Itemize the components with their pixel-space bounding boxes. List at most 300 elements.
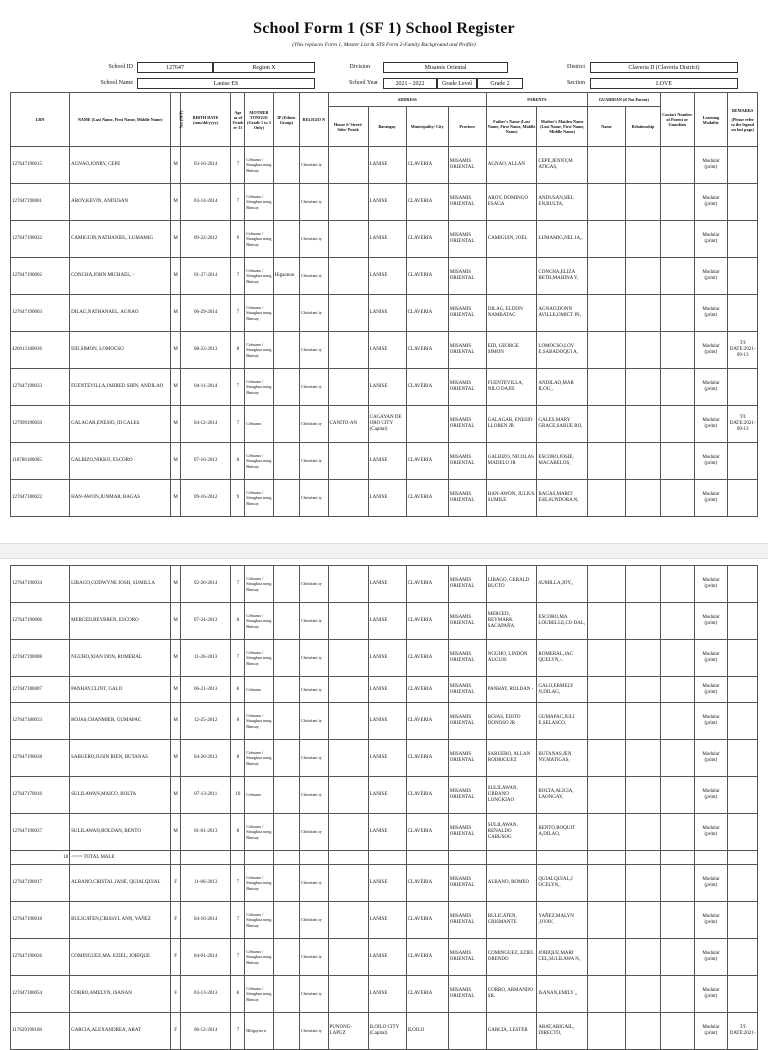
guardian-relationship-cell	[626, 184, 661, 221]
contact-cell	[660, 406, 694, 443]
age-cell: 10	[231, 777, 245, 814]
religion-cell: Christiani ty	[300, 677, 328, 703]
learning-modality-cell: Modular (print)	[694, 184, 728, 221]
school-id-value: 127647	[137, 62, 213, 73]
father-name-cell: HAN-AWON, JULIUS SUMILE	[486, 480, 537, 517]
religion-cell: Christiani ty	[300, 703, 328, 740]
sex-cell: M	[171, 443, 180, 480]
father-name-cell: ROJAS, EDITO DONOSO JR	[486, 703, 537, 740]
contact-cell	[660, 184, 694, 221]
ip-cell	[273, 939, 299, 976]
age-cell: 9	[231, 221, 245, 258]
header-mother-tongue: MOTHER TONGUE (Grade 1 to 3 Only)	[245, 93, 273, 147]
province-cell: MISAMIS ORIENTAL	[448, 184, 486, 221]
province-cell: MISAMIS ORIENTAL	[448, 677, 486, 703]
guardian-name-cell	[588, 443, 626, 480]
name-cell: BULICATEN,CRISSYL ANN, YAÑEZ	[70, 902, 171, 939]
ip-cell	[273, 777, 299, 814]
municipality-cell: CLAVERIA	[406, 147, 448, 184]
municipality-cell: CLAVERIA	[406, 221, 448, 258]
learning-modality-cell: Modular (print)	[694, 480, 728, 517]
learner-row	[11, 640, 758, 677]
sex-cell: F	[171, 865, 180, 902]
guardian-name-cell	[588, 332, 626, 369]
province-cell: MISAMIS ORIENTAL	[448, 480, 486, 517]
house-cell	[328, 677, 368, 703]
municipality-cell: CLAVERIA	[406, 740, 448, 777]
lrn-cell: 127647190018	[11, 902, 70, 939]
birth-date-cell: 03-14-2014	[180, 184, 231, 221]
municipality-cell: CLAVERIA	[406, 703, 448, 740]
guardian-relationship-cell	[626, 939, 661, 976]
school-id-label: School ID	[108, 64, 133, 70]
mother-name-cell: YAÑEZ,MALYN ,OYAV,	[537, 902, 588, 939]
age-cell: 7	[231, 295, 245, 332]
header-mother: Mother's Maiden Name (Last Name, First Name, Middle Name)	[537, 107, 588, 147]
barangay-cell: LANISE	[368, 147, 406, 184]
mother-name-cell: CEPE,JENNY,M ATIGAS,	[537, 147, 588, 184]
grade-level-label: Grade Level	[437, 78, 477, 89]
header-father: Father's Name (Last Name, First Name, Middle Name)	[486, 107, 537, 147]
guardian-relationship-cell	[626, 603, 661, 640]
mother-name-cell: AGNAO,DONN AVILLE,OMICT IN,	[537, 295, 588, 332]
mother-tongue-cell: Cebuano / Sinugbua nong Binisay	[245, 603, 273, 640]
mother-tongue-cell: Cebuano / Sinugbua nong Binisay	[245, 566, 273, 603]
learning-modality-cell: Modular (print)	[694, 221, 728, 258]
remarks-cell	[728, 295, 758, 332]
age-cell: 7	[231, 640, 245, 677]
empty-cell	[245, 851, 273, 865]
learning-modality-cell: Modular (print)	[694, 147, 728, 184]
municipality-cell: CLAVERIA	[406, 566, 448, 603]
contact-cell	[660, 258, 694, 295]
province-cell: MISAMIS ORIENTAL	[448, 443, 486, 480]
remarks-cell	[728, 677, 758, 703]
age-cell: 8	[231, 703, 245, 740]
age-cell: 7	[231, 1013, 245, 1050]
ip-cell	[273, 406, 299, 443]
header-religion: RELIGIO N	[300, 93, 328, 147]
header-address: ADDRESS	[328, 93, 486, 107]
header-barangay: Barangay	[368, 107, 406, 147]
name-cell: ROJAS,CHANMIER, GUMAPAC	[70, 703, 171, 740]
sex-cell: M	[171, 295, 180, 332]
municipality-cell: ILOILO	[406, 1013, 448, 1050]
remarks-cell	[728, 369, 758, 406]
father-name-cell: LIBAGO, GERALD BUCTO	[486, 566, 537, 603]
mother-name-cell: QUIALQUIAL,J OCELYN,,	[537, 865, 588, 902]
school-year-label: School Year	[348, 80, 378, 86]
empty-cell	[626, 851, 661, 865]
municipality-cell: CLAVERIA	[406, 640, 448, 677]
mother-tongue-cell: Cebuano / Sinugbua nong Binisay	[245, 258, 273, 295]
contact-cell	[660, 369, 694, 406]
lrn-cell: 426013180036	[11, 332, 70, 369]
barangay-cell: LANISE	[368, 258, 406, 295]
learner-row	[11, 939, 758, 976]
father-name-cell: SABUERO, ALLAN RODRIGUEZ	[486, 740, 537, 777]
mother-name-cell: BOLTA,ALICIA, LAONGAY,	[537, 777, 588, 814]
learning-modality-cell: Modular (print)	[694, 369, 728, 406]
header-contact: Contact Number of Parent or Guardian	[660, 93, 694, 147]
birth-date-cell: 03-13-2013	[180, 976, 231, 1013]
mother-tongue-cell: Cebuano / Sinugbua nong Binisay	[245, 369, 273, 406]
sex-cell: M	[171, 184, 180, 221]
barangay-cell: LANISE	[368, 480, 406, 517]
form-title: School Form 1 (SF 1) School Register	[253, 20, 515, 37]
name-cell: GALAGAR,ENESIO, III GALES	[70, 406, 171, 443]
sex-cell: M	[171, 703, 180, 740]
municipality-cell: CLAVERIA	[406, 939, 448, 976]
guardian-relationship-cell	[626, 332, 661, 369]
learning-modality-cell: Modular (print)	[694, 939, 728, 976]
register-page-2	[0, 559, 768, 1036]
header-remarks: REMARKS (Please refer to the legend on last page)	[728, 93, 758, 147]
learner-row	[11, 480, 758, 517]
empty-cell	[368, 851, 406, 865]
sex-cell: M	[171, 814, 180, 851]
house-cell	[328, 902, 368, 939]
house-cell	[328, 814, 368, 851]
birth-date-cell: 04-12-2014	[180, 406, 231, 443]
guardian-relationship-cell	[626, 976, 661, 1013]
mother-tongue-cell: Cebuano / Sinugbua nong Binisay	[245, 295, 273, 332]
mother-name-cell: ESCORO,MA LOUBELLE,CO DAL,	[537, 603, 588, 640]
learner-row	[11, 677, 758, 703]
mother-tongue-cell: Cebuano	[245, 777, 273, 814]
total-male-row	[11, 851, 758, 865]
header-province: Province	[448, 107, 486, 147]
learner-row	[11, 406, 758, 443]
remarks-cell	[728, 865, 758, 902]
name-cell: MERCED,REYBREN, ESCORO	[70, 603, 171, 640]
header-guardian: GUARDIAN (if Not Parent)	[588, 93, 661, 107]
remarks-cell	[728, 814, 758, 851]
guardian-name-cell	[588, 740, 626, 777]
contact-cell	[660, 1013, 694, 1050]
religion-cell: Christiani ty	[300, 814, 328, 851]
contact-cell	[660, 443, 694, 480]
mother-tongue-cell: Cebuano	[245, 406, 273, 443]
remarks-cell	[728, 443, 758, 480]
name-cell: EID,SIMON, LOMOCSO	[70, 332, 171, 369]
guardian-relationship-cell	[626, 1013, 661, 1050]
guardian-name-cell	[588, 640, 626, 677]
mother-tongue-cell: Cebuano / Sinugbua nong Binisay	[245, 147, 273, 184]
birth-date-cell: 09-22-2012	[180, 221, 231, 258]
lrn-cell: 117629190168	[11, 1013, 70, 1050]
barangay-cell: LANISE	[368, 443, 406, 480]
province-cell: MISAMIS ORIENTAL	[448, 814, 486, 851]
ip-cell	[273, 443, 299, 480]
lrn-cell: 127647190006	[11, 603, 70, 640]
mother-name-cell: ESCORO,JOSIE, MACABELOS,	[537, 443, 588, 480]
religion-cell: Christiani ty	[300, 976, 328, 1013]
mother-name-cell: LOMOCSO,LOV E,SABADOQUI A,	[537, 332, 588, 369]
mother-name-cell: GALES,MARY GRACE,SABUE RO,	[537, 406, 588, 443]
guardian-name-cell	[588, 258, 626, 295]
remarks-cell: T/I DATE:2021-09-13	[728, 332, 758, 369]
grade-level-value: Grade 2	[477, 78, 523, 89]
ip-cell	[273, 603, 299, 640]
house-cell	[328, 332, 368, 369]
empty-cell	[660, 851, 694, 865]
remarks-cell	[728, 603, 758, 640]
guardian-name-cell	[588, 147, 626, 184]
ip-cell	[273, 902, 299, 939]
age-cell: 8	[231, 332, 245, 369]
province-cell: MISAMIS ORIENTAL	[448, 221, 486, 258]
learner-row	[11, 1013, 758, 1050]
contact-cell	[660, 777, 694, 814]
barangay-cell: LANISE	[368, 295, 406, 332]
father-name-cell: DILAG, ELDON NAMBATAC	[486, 295, 537, 332]
guardian-name-cell	[588, 703, 626, 740]
empty-cell	[231, 851, 245, 865]
birth-date-cell: 04-20-2013	[180, 740, 231, 777]
ip-cell	[273, 480, 299, 517]
house-cell	[328, 939, 368, 976]
learner-row	[11, 295, 758, 332]
contact-cell	[660, 566, 694, 603]
birth-date-cell: 11-06-2013	[180, 865, 231, 902]
birth-date-cell: 07-13-2011	[180, 777, 231, 814]
learning-modality-cell: Modular (print)	[694, 1013, 728, 1050]
father-name-cell: GALAGAR, ENESIO LLOREN JR	[486, 406, 537, 443]
house-cell	[328, 603, 368, 640]
guardian-name-cell	[588, 939, 626, 976]
ip-cell	[273, 677, 299, 703]
birth-date-cell: 04-11-2014	[180, 369, 231, 406]
age-cell: 7	[231, 184, 245, 221]
birth-date-cell: 06-12-2014	[180, 1013, 231, 1050]
mother-name-cell: ANDILAO,MAR ILOU,,	[537, 369, 588, 406]
barangay-cell: LANISE	[368, 603, 406, 640]
age-cell: 7	[231, 902, 245, 939]
learning-modality-cell: Modular (print)	[694, 976, 728, 1013]
lrn-cell: 127647180022	[11, 480, 70, 517]
age-cell: 7	[231, 865, 245, 902]
remarks-cell	[728, 566, 758, 603]
header-age: Age as of Octob er 31	[231, 93, 245, 147]
guardian-name-cell	[588, 184, 626, 221]
learner-row	[11, 258, 758, 295]
guardian-name-cell	[588, 1013, 626, 1050]
age-cell: 8	[231, 443, 245, 480]
religion-cell: Christiani ty	[300, 640, 328, 677]
age-cell: 7	[231, 566, 245, 603]
barangay-cell: ILOILO CITY (Capital)	[368, 1013, 406, 1050]
empty-cell	[728, 851, 758, 865]
barangay-cell: LANISE	[368, 777, 406, 814]
house-cell: PUNONG-LAPUZ	[328, 1013, 368, 1050]
name-cell: SULILAWAN,ROLDAN, BENTO	[70, 814, 171, 851]
guardian-name-cell	[588, 902, 626, 939]
section-value: LOVE	[590, 78, 738, 89]
province-cell: MISAMIS ORIENTAL	[448, 939, 486, 976]
province-cell: MISAMIS ORIENTAL	[448, 640, 486, 677]
sex-cell: M	[171, 566, 180, 603]
father-name-cell: GARCIA, LESTER	[486, 1013, 537, 1050]
mother-name-cell: SUMILLA,JOY,,	[537, 566, 588, 603]
remarks-cell	[728, 777, 758, 814]
age-cell: 8	[231, 677, 245, 703]
name-cell: SABUERO,JUSIN RIEN, BUTANAS	[70, 740, 171, 777]
house-cell	[328, 221, 368, 258]
religion-cell: Christiani ty	[300, 369, 328, 406]
sex-cell: M	[171, 406, 180, 443]
learning-modality-cell: Modular (print)	[694, 640, 728, 677]
division-value: Misamis Oriental	[383, 62, 508, 73]
register-body-page-2	[10, 565, 758, 1050]
lrn-cell: 127647190003	[11, 295, 70, 332]
father-name-cell: GALBIZO, NICOLAS MADELO JR	[486, 443, 537, 480]
father-name-cell: CORRO, ARMANDO SR.	[486, 976, 537, 1013]
learning-modality-cell: Modular (print)	[694, 295, 728, 332]
father-name-cell	[486, 258, 537, 295]
religion-cell: Christiani ty	[300, 566, 328, 603]
sex-cell: M	[171, 777, 180, 814]
age-cell: 8	[231, 740, 245, 777]
province-cell: MISAMIS ORIENTAL	[448, 566, 486, 603]
birth-date-cell: 09-16-2012	[180, 480, 231, 517]
religion-cell: Christiani ty	[300, 332, 328, 369]
guardian-name-cell	[588, 777, 626, 814]
barangay-cell: LANISE	[368, 640, 406, 677]
guardian-name-cell	[588, 221, 626, 258]
lrn-cell: 127647190001	[11, 184, 70, 221]
mother-tongue-cell: Cebuano / Sinugbua nong Binisay	[245, 184, 273, 221]
learning-modality-cell: Modular (print)	[694, 865, 728, 902]
religion-cell: Christiani ty	[300, 939, 328, 976]
page-separator	[0, 543, 768, 559]
learner-row	[11, 221, 758, 258]
age-cell: 7	[231, 369, 245, 406]
empty-cell	[694, 851, 728, 865]
birth-date-cell: 06-29-2014	[180, 295, 231, 332]
learning-modality-cell: Modular (print)	[694, 406, 728, 443]
learning-modality-cell: Modular (print)	[694, 566, 728, 603]
barangay-cell: LANISE	[368, 976, 406, 1013]
municipality-cell: CLAVERIA	[406, 677, 448, 703]
sex-cell: F	[171, 939, 180, 976]
father-name-cell: COMINGUEZ, EZIEL ORENDO	[486, 939, 537, 976]
sex-cell: F	[171, 1013, 180, 1050]
house-cell	[328, 258, 368, 295]
father-name-cell: NGUHO, LINDON AUGUIS	[486, 640, 537, 677]
lrn-cell: 127647190026	[11, 939, 70, 976]
house-cell	[328, 147, 368, 184]
remarks-cell: T/I DATE:2021-09-13	[728, 406, 758, 443]
header-guardian-name: Name	[588, 107, 626, 147]
total-male-label: <=== TOTAL MALE	[70, 851, 171, 865]
mother-name-cell: GUMAPAC,JULI E,SELASCO,	[537, 703, 588, 740]
remarks-cell	[728, 703, 758, 740]
guardian-name-cell	[588, 603, 626, 640]
sex-cell: M	[171, 480, 180, 517]
mother-tongue-cell: Cebuano / Sinugbua nong Binisay	[245, 740, 273, 777]
barangay-cell: LANISE	[368, 814, 406, 851]
name-cell: NGUHO,XIAN DON, ROMERAL	[70, 640, 171, 677]
province-cell: MISAMIS ORIENTAL	[448, 976, 486, 1013]
name-cell: AGNAO,JONRY, CEPE	[70, 147, 171, 184]
province-cell: MISAMIS ORIENTAL	[448, 295, 486, 332]
barangay-cell: LANISE	[368, 902, 406, 939]
contact-cell	[660, 640, 694, 677]
mother-tongue-cell: Cebuano / Sinugbua nong Binisay	[245, 221, 273, 258]
contact-cell	[660, 332, 694, 369]
lrn-cell: 127647190017	[11, 865, 70, 902]
learner-row	[11, 443, 758, 480]
father-name-cell: CAMIGUIN, JOEL	[486, 221, 537, 258]
house-cell	[328, 703, 368, 740]
remarks-cell	[728, 902, 758, 939]
guardian-name-cell	[588, 480, 626, 517]
sex-cell: M	[171, 258, 180, 295]
lrn-cell: 127647190034	[11, 566, 70, 603]
lrn-cell: 127647180033	[11, 703, 70, 740]
municipality-cell: CLAVERIA	[406, 480, 448, 517]
remarks-cell	[728, 939, 758, 976]
mother-name-cell: ARAT,ABIGAIL, DIRECTO,	[537, 1013, 588, 1050]
house-cell	[328, 640, 368, 677]
guardian-relationship-cell	[626, 703, 661, 740]
municipality-cell: CLAVERIA	[406, 777, 448, 814]
learning-modality-cell: Modular (print)	[694, 677, 728, 703]
religion-cell: Christiani ty	[300, 406, 328, 443]
mother-tongue-cell: Cebuano / Sinugbua nong Binisay	[245, 332, 273, 369]
learner-row	[11, 369, 758, 406]
learner-row	[11, 976, 758, 1013]
name-cell: CAMIGUIN,NATHANIEL, LUMAMIG	[70, 221, 171, 258]
lrn-cell: 127999190050	[11, 406, 70, 443]
ip-cell	[273, 640, 299, 677]
house-cell	[328, 369, 368, 406]
register-header	[10, 92, 758, 147]
birth-date-cell: 06-21-2013	[180, 677, 231, 703]
province-cell: MISAMIS ORIENTAL	[448, 147, 486, 184]
religion-cell: Christiani ty	[300, 865, 328, 902]
house-cell	[328, 865, 368, 902]
father-name-cell: AGNAO, ALLAN	[486, 147, 537, 184]
barangay-cell: LANISE	[368, 865, 406, 902]
empty-cell	[273, 851, 299, 865]
sex-cell: M	[171, 221, 180, 258]
municipality-cell: CLAVERIA	[406, 369, 448, 406]
mother-name-cell: BENTO,ROQUIT A,DILAO,	[537, 814, 588, 851]
district-value: Claveria II (Claveria District)	[590, 62, 738, 73]
ip-cell	[273, 740, 299, 777]
learner-row	[11, 777, 758, 814]
lrn-cell: 127647190015	[11, 147, 70, 184]
guardian-name-cell	[588, 677, 626, 703]
religion-cell: Christiani ty	[300, 147, 328, 184]
barangay-cell: LANISE	[368, 369, 406, 406]
guardian-relationship-cell	[626, 677, 661, 703]
learner-row	[11, 332, 758, 369]
guardian-name-cell	[588, 295, 626, 332]
father-name-cell: AROY, DOMINGO ESAGA	[486, 184, 537, 221]
guardian-relationship-cell	[626, 566, 661, 603]
lrn-cell: 127647190032	[11, 221, 70, 258]
contact-cell	[660, 939, 694, 976]
remarks-cell	[728, 976, 758, 1013]
ip-cell	[273, 566, 299, 603]
lrn-cell: 127647190037	[11, 814, 70, 851]
name-cell: LIBAGO,GODWYNE JOSH, SUMILLA	[70, 566, 171, 603]
guardian-relationship-cell	[626, 221, 661, 258]
header-relationship: Relationship	[626, 107, 661, 147]
